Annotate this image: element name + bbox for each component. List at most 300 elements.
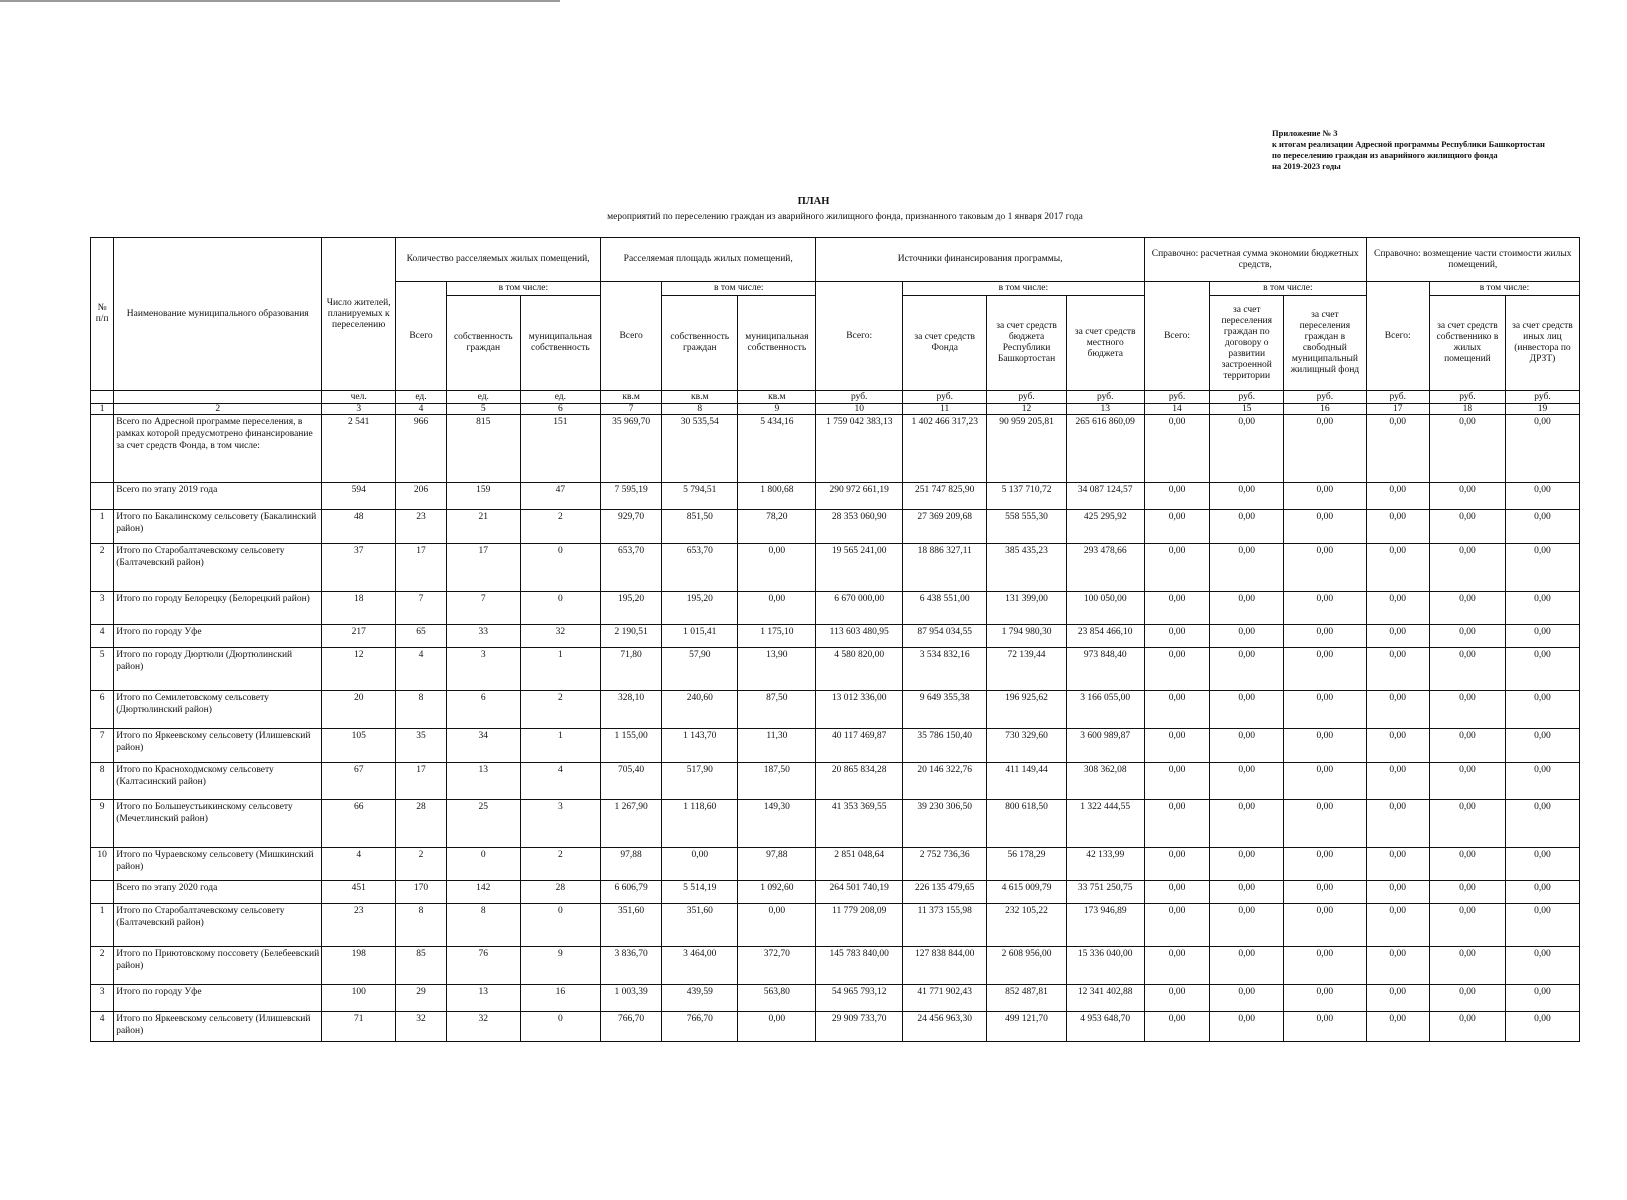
municipality-name-cell: Итого по Семилетовскому сельсовету (Дюртюлинский район) (114, 691, 322, 729)
value-cell: 0,00 (1210, 544, 1284, 592)
value-cell: 0,00 (1505, 848, 1579, 881)
value-cell: 1 402 466 317,23 (902, 415, 986, 483)
header-econ-incl: в том числе: (1210, 282, 1366, 296)
value-cell: 24 456 963,30 (902, 1012, 986, 1042)
value-cell: 0,00 (1284, 1012, 1366, 1042)
value-cell: 1 155,00 (601, 729, 662, 763)
table-header (91, 238, 1580, 415)
header-fin-total: Всего: (816, 282, 903, 391)
value-cell: 145 783 840,00 (816, 947, 903, 985)
value-cell: 973 848,40 (1066, 648, 1144, 691)
value-cell: 13,90 (738, 648, 816, 691)
column-number-cell: 2 (114, 404, 322, 415)
value-cell: 4 615 009,79 (987, 881, 1066, 904)
value-cell: 23 (396, 510, 447, 544)
municipality-name-cell: Итого по Большеустьикинскому сельсовету (Мечетлинский район) (114, 800, 322, 848)
value-cell: 3 464,00 (662, 947, 738, 985)
value-cell: 4 (520, 763, 600, 800)
value-cell: 0,00 (1366, 483, 1429, 510)
appendix-line-1: Приложение № 3 (1272, 128, 1338, 138)
unit-cell: ед. (396, 391, 447, 404)
value-cell: 149,30 (738, 800, 816, 848)
unit-cell: ед. (446, 391, 520, 404)
value-cell: 1 092,60 (738, 881, 816, 904)
header-num: № п/п (91, 238, 114, 391)
value-cell: 0,00 (1284, 729, 1366, 763)
value-cell: 1 015,41 (662, 625, 738, 648)
value-cell: 0,00 (1284, 415, 1366, 483)
value-cell: 85 (396, 947, 447, 985)
value-cell: 56 178,29 (987, 848, 1066, 881)
value-cell: 328,10 (601, 691, 662, 729)
column-number-cell: 15 (1210, 404, 1284, 415)
unit-cell: руб. (1144, 391, 1209, 404)
row-number-cell: 4 (91, 625, 114, 648)
value-cell: 72 139,44 (987, 648, 1066, 691)
value-cell: 0,00 (1210, 415, 1284, 483)
header-residents: Число жителей, планируемых к переселению (322, 238, 396, 391)
header-compensation-group: Справочно: возмещение части стоимости жилых помещений, (1366, 238, 1579, 282)
value-cell: 1 759 042 383,13 (816, 415, 903, 483)
value-cell: 0,00 (1144, 904, 1209, 947)
value-cell: 730 329,60 (987, 729, 1066, 763)
unit-cell: руб. (987, 391, 1066, 404)
value-cell: 113 603 480,95 (816, 625, 903, 648)
row-number-cell: 5 (91, 648, 114, 691)
value-cell: 0,00 (1284, 592, 1366, 625)
appendix-line-4: на 2019-2023 годы (1272, 161, 1341, 171)
row-number-cell: 2 (91, 544, 114, 592)
header-comp-total: Всего: (1366, 282, 1429, 391)
value-cell: 11 373 155,98 (902, 904, 986, 947)
value-cell: 97,88 (738, 848, 816, 881)
value-cell: 1 800,68 (738, 483, 816, 510)
value-cell: 0,00 (1429, 763, 1505, 800)
value-cell: 131 399,00 (987, 592, 1066, 625)
value-cell: 499 121,70 (987, 1012, 1066, 1042)
header-qty-total: Всего (396, 282, 447, 391)
value-cell: 9 (520, 947, 600, 985)
value-cell: 563,80 (738, 985, 816, 1012)
value-cell: 0,00 (1144, 947, 1209, 985)
value-cell: 653,70 (601, 544, 662, 592)
header-area-group: Расселяемая площадь жилых помещений, (601, 238, 816, 282)
table-row (91, 904, 1580, 947)
municipality-name-cell: Всего по этапу 2020 года (114, 881, 322, 904)
units-cell-empty (114, 391, 322, 404)
value-cell: 0 (520, 1012, 600, 1042)
appendix-note (1272, 128, 1545, 172)
value-cell: 187,50 (738, 763, 816, 800)
value-cell: 0,00 (1144, 800, 1209, 848)
value-cell: 32 (396, 1012, 447, 1042)
header-qty-group: Количество расселяемых жилых помещений, (396, 238, 601, 282)
value-cell: 206 (396, 483, 447, 510)
value-cell: 151 (520, 415, 600, 483)
value-cell: 0,00 (1429, 800, 1505, 848)
value-cell: 97,88 (601, 848, 662, 881)
value-cell: 16 (520, 985, 600, 1012)
value-cell: 23 (322, 904, 396, 947)
appendix-line-3: по переселению граждан из аварийного жилищного фонда (1272, 150, 1498, 160)
header-qty-citizens: собственность граждан (446, 296, 520, 391)
unit-cell: руб. (1066, 391, 1144, 404)
table-row (91, 483, 1580, 510)
value-cell: 41 353 369,55 (816, 800, 903, 848)
value-cell: 90 959 205,81 (987, 415, 1066, 483)
value-cell: 0,00 (1429, 625, 1505, 648)
value-cell: 0,00 (1429, 881, 1505, 904)
value-cell: 0,00 (1429, 483, 1505, 510)
value-cell: 0,00 (1210, 625, 1284, 648)
column-number-cell: 19 (1505, 404, 1579, 415)
value-cell: 0,00 (1210, 648, 1284, 691)
value-cell: 251 747 825,90 (902, 483, 986, 510)
value-cell: 3 836,70 (601, 947, 662, 985)
unit-cell: руб. (1210, 391, 1284, 404)
value-cell: 0,00 (738, 592, 816, 625)
value-cell: 29 909 733,70 (816, 1012, 903, 1042)
value-cell: 173 946,89 (1066, 904, 1144, 947)
value-cell: 2 190,51 (601, 625, 662, 648)
value-cell: 0,00 (1366, 848, 1429, 881)
value-cell: 0,00 (1505, 800, 1579, 848)
value-cell: 0 (520, 904, 600, 947)
value-cell: 0,00 (1144, 483, 1209, 510)
column-numbers-row (91, 404, 1580, 415)
unit-cell: руб. (816, 391, 903, 404)
scan-edge-line (0, 0, 560, 2)
value-cell: 232 105,22 (987, 904, 1066, 947)
value-cell: 71 (322, 1012, 396, 1042)
value-cell: 54 965 793,12 (816, 985, 903, 1012)
value-cell: 0,00 (1210, 592, 1284, 625)
value-cell: 0,00 (1210, 691, 1284, 729)
value-cell: 13 (446, 985, 520, 1012)
value-cell: 3 534 832,16 (902, 648, 986, 691)
value-cell: 240,60 (662, 691, 738, 729)
value-cell: 217 (322, 625, 396, 648)
value-cell: 105 (322, 729, 396, 763)
value-cell: 3 (446, 648, 520, 691)
value-cell: 100 050,00 (1066, 592, 1144, 625)
column-number-cell: 1 (91, 404, 114, 415)
value-cell: 411 149,44 (987, 763, 1066, 800)
value-cell: 0,00 (1144, 510, 1209, 544)
value-cell: 766,70 (601, 1012, 662, 1042)
value-cell: 290 972 661,19 (816, 483, 903, 510)
value-cell: 653,70 (662, 544, 738, 592)
value-cell: 0,00 (1429, 947, 1505, 985)
value-cell: 0,00 (1429, 648, 1505, 691)
unit-cell: руб. (1505, 391, 1579, 404)
value-cell: 28 (520, 881, 600, 904)
value-cell: 2 541 (322, 415, 396, 483)
value-cell: 39 230 306,50 (902, 800, 986, 848)
value-cell: 0,00 (1284, 625, 1366, 648)
row-number-cell: 3 (91, 592, 114, 625)
value-cell: 0,00 (1284, 947, 1366, 985)
value-cell: 851,50 (662, 510, 738, 544)
row-number-cell: 4 (91, 1012, 114, 1042)
row-number-cell (91, 881, 114, 904)
header-area-municipal: муниципальная собственность (738, 296, 816, 391)
value-cell: 0,00 (1284, 691, 1366, 729)
value-cell: 451 (322, 881, 396, 904)
value-cell: 0,00 (738, 544, 816, 592)
appendix-line-2: к итогам реализации Адресной программы Республики Башкортостан (1272, 139, 1545, 149)
value-cell: 0,00 (1210, 881, 1284, 904)
value-cell: 0,00 (1144, 415, 1209, 483)
value-cell: 76 (446, 947, 520, 985)
value-cell: 0,00 (662, 848, 738, 881)
value-cell: 28 (396, 800, 447, 848)
municipality-name-cell: Итого по городу Дюртюли (Дюртюлинский район) (114, 648, 322, 691)
value-cell: 3 (520, 800, 600, 848)
value-cell: 0,00 (1210, 800, 1284, 848)
value-cell: 0,00 (1144, 985, 1209, 1012)
value-cell: 264 501 740,19 (816, 881, 903, 904)
value-cell: 0,00 (1284, 483, 1366, 510)
value-cell: 0,00 (1505, 415, 1579, 483)
value-cell: 198 (322, 947, 396, 985)
value-cell: 67 (322, 763, 396, 800)
value-cell: 0,00 (1210, 729, 1284, 763)
value-cell: 385 435,23 (987, 544, 1066, 592)
value-cell: 0,00 (1144, 544, 1209, 592)
value-cell: 0,00 (1429, 592, 1505, 625)
column-number-cell: 3 (322, 404, 396, 415)
value-cell: 0,00 (1210, 985, 1284, 1012)
row-number-cell: 2 (91, 947, 114, 985)
header-econ-total: Всего: (1144, 282, 1209, 391)
table-row (91, 691, 1580, 729)
value-cell: 32 (520, 625, 600, 648)
value-cell: 34 (446, 729, 520, 763)
value-cell: 20 865 834,28 (816, 763, 903, 800)
value-cell: 40 117 469,87 (816, 729, 903, 763)
value-cell: 7 595,19 (601, 483, 662, 510)
municipality-name-cell: Итого по Приютовскому поссовету (Белебеевский район) (114, 947, 322, 985)
unit-cell: руб. (1429, 391, 1505, 404)
value-cell: 0,00 (1144, 691, 1209, 729)
value-cell: 20 (322, 691, 396, 729)
value-cell: 41 771 902,43 (902, 985, 986, 1012)
document-subtitle: мероприятий по переселению граждан из аварийного жилищного фонда, признанного таковым до 1 января 2017 года (607, 212, 1083, 222)
value-cell: 2 (520, 691, 600, 729)
header-comp-investors: за счет средств иных лиц (инвестора по ДРЗТ) (1505, 296, 1579, 391)
value-cell: 87 954 034,55 (902, 625, 986, 648)
table-row (91, 648, 1580, 691)
value-cell: 0,00 (1144, 881, 1209, 904)
value-cell: 0,00 (1366, 800, 1429, 848)
header-fin-incl: в том числе: (902, 282, 1144, 296)
value-cell: 1 175,10 (738, 625, 816, 648)
value-cell: 293 478,66 (1066, 544, 1144, 592)
value-cell: 100 (322, 985, 396, 1012)
value-cell: 1 (520, 729, 600, 763)
value-cell: 142 (446, 881, 520, 904)
document-title: ПЛАН (797, 196, 830, 207)
value-cell: 57,90 (662, 648, 738, 691)
value-cell: 0,00 (1366, 729, 1429, 763)
value-cell: 0,00 (1505, 1012, 1579, 1042)
value-cell: 351,60 (662, 904, 738, 947)
value-cell: 12 (322, 648, 396, 691)
municipality-name-cell: Итого по Чураевскому сельсовету (Мишкинский район) (114, 848, 322, 881)
value-cell: 65 (396, 625, 447, 648)
value-cell: 800 618,50 (987, 800, 1066, 848)
column-number-cell: 17 (1366, 404, 1429, 415)
row-number-cell: 10 (91, 848, 114, 881)
value-cell: 0,00 (1505, 881, 1579, 904)
value-cell: 18 886 327,11 (902, 544, 986, 592)
value-cell: 0,00 (1366, 592, 1429, 625)
value-cell: 0,00 (1284, 800, 1366, 848)
value-cell: 195,20 (662, 592, 738, 625)
value-cell: 2 (520, 510, 600, 544)
municipality-name-cell: Итого по Красноходмскому сельсовету (Калтасинский район) (114, 763, 322, 800)
row-number-cell: 9 (91, 800, 114, 848)
value-cell: 0,00 (1210, 483, 1284, 510)
value-cell: 3 600 989,87 (1066, 729, 1144, 763)
value-cell: 0,00 (1429, 510, 1505, 544)
value-cell: 0,00 (1366, 544, 1429, 592)
units-row (91, 391, 1580, 404)
value-cell: 4 580 820,00 (816, 648, 903, 691)
value-cell: 78,20 (738, 510, 816, 544)
header-fin-local-budget: за счет средств местного бюджета (1066, 296, 1144, 391)
table-row (91, 625, 1580, 648)
value-cell: 0,00 (1366, 947, 1429, 985)
value-cell: 0,00 (1284, 881, 1366, 904)
units-cell-empty (91, 391, 114, 404)
value-cell: 0,00 (1505, 544, 1579, 592)
value-cell: 33 (446, 625, 520, 648)
value-cell: 372,70 (738, 947, 816, 985)
value-cell: 8 (396, 691, 447, 729)
unit-cell: чел. (322, 391, 396, 404)
column-number-cell: 7 (601, 404, 662, 415)
value-cell: 0,00 (1366, 881, 1429, 904)
column-number-cell: 9 (738, 404, 816, 415)
header-qty-incl: в том числе: (446, 282, 600, 296)
value-cell: 5 514,19 (662, 881, 738, 904)
value-cell: 0,00 (1284, 763, 1366, 800)
value-cell: 11 779 208,09 (816, 904, 903, 947)
value-cell: 35 (396, 729, 447, 763)
value-cell: 33 751 250,75 (1066, 881, 1144, 904)
row-number-cell: 6 (91, 691, 114, 729)
unit-cell: ед. (520, 391, 600, 404)
row-number-cell (91, 415, 114, 483)
value-cell: 0,00 (1505, 510, 1579, 544)
municipality-name-cell: Итого по Бакалинскому сельсовету (Бакалинский район) (114, 510, 322, 544)
column-number-cell: 18 (1429, 404, 1505, 415)
column-number-cell: 8 (662, 404, 738, 415)
unit-cell: руб. (902, 391, 986, 404)
value-cell: 19 565 241,00 (816, 544, 903, 592)
value-cell: 12 341 402,88 (1066, 985, 1144, 1012)
value-cell: 196 925,62 (987, 691, 1066, 729)
value-cell: 0,00 (1366, 1012, 1429, 1042)
value-cell: 0,00 (1284, 544, 1366, 592)
table-row (91, 592, 1580, 625)
value-cell: 0,00 (1505, 763, 1579, 800)
value-cell: 0,00 (1429, 691, 1505, 729)
value-cell: 929,70 (601, 510, 662, 544)
value-cell: 594 (322, 483, 396, 510)
value-cell: 0,00 (1505, 648, 1579, 691)
value-cell: 23 854 466,10 (1066, 625, 1144, 648)
municipality-name-cell: Всего по Адресной программе переселения, в рамках которой предусмотрено финансирование за счет средств Фонда, в том числе: (114, 415, 322, 483)
table-row (91, 729, 1580, 763)
value-cell: 0,00 (1429, 848, 1505, 881)
value-cell: 20 146 322,76 (902, 763, 986, 800)
row-number-cell (91, 483, 114, 510)
value-cell: 0,00 (1284, 848, 1366, 881)
value-cell: 0,00 (1210, 510, 1284, 544)
value-cell: 47 (520, 483, 600, 510)
value-cell: 18 (322, 592, 396, 625)
value-cell: 17 (396, 544, 447, 592)
table-row (91, 415, 1580, 483)
table-row (91, 1012, 1580, 1042)
column-number-cell: 6 (520, 404, 600, 415)
value-cell: 159 (446, 483, 520, 510)
value-cell: 17 (446, 544, 520, 592)
value-cell: 0,00 (1505, 592, 1579, 625)
value-cell: 2 752 736,36 (902, 848, 986, 881)
value-cell: 1 003,39 (601, 985, 662, 1012)
value-cell: 0,00 (1366, 510, 1429, 544)
value-cell: 35 969,70 (601, 415, 662, 483)
column-number-cell: 16 (1284, 404, 1366, 415)
header-fin-rb-budget: за счет средств бюджета Республики Башкортостан (987, 296, 1066, 391)
value-cell: 6 670 000,00 (816, 592, 903, 625)
unit-cell: руб. (1366, 391, 1429, 404)
value-cell: 0,00 (1505, 947, 1579, 985)
value-cell: 0,00 (1144, 625, 1209, 648)
table-row (91, 763, 1580, 800)
plan-table (90, 237, 1580, 1042)
value-cell: 0,00 (1144, 592, 1209, 625)
value-cell: 0,00 (1429, 985, 1505, 1012)
table-row (91, 544, 1580, 592)
value-cell: 0,00 (1366, 763, 1429, 800)
table-row (91, 800, 1580, 848)
value-cell: 0,00 (1210, 947, 1284, 985)
value-cell: 13 (446, 763, 520, 800)
value-cell: 0,00 (1210, 848, 1284, 881)
value-cell: 0,00 (1144, 648, 1209, 691)
value-cell: 558 555,30 (987, 510, 1066, 544)
table-row (91, 510, 1580, 544)
municipality-name-cell: Итого по городу Белорецку (Белорецкий район) (114, 592, 322, 625)
column-number-cell: 13 (1066, 404, 1144, 415)
value-cell: 1 118,60 (662, 800, 738, 848)
value-cell: 11,30 (738, 729, 816, 763)
row-number-cell: 3 (91, 985, 114, 1012)
column-number-cell: 11 (902, 404, 986, 415)
row-number-cell: 7 (91, 729, 114, 763)
column-number-cell: 12 (987, 404, 1066, 415)
value-cell: 30 535,54 (662, 415, 738, 483)
value-cell: 0,00 (1366, 904, 1429, 947)
value-cell: 226 135 479,65 (902, 881, 986, 904)
value-cell: 195,20 (601, 592, 662, 625)
value-cell: 308 362,08 (1066, 763, 1144, 800)
